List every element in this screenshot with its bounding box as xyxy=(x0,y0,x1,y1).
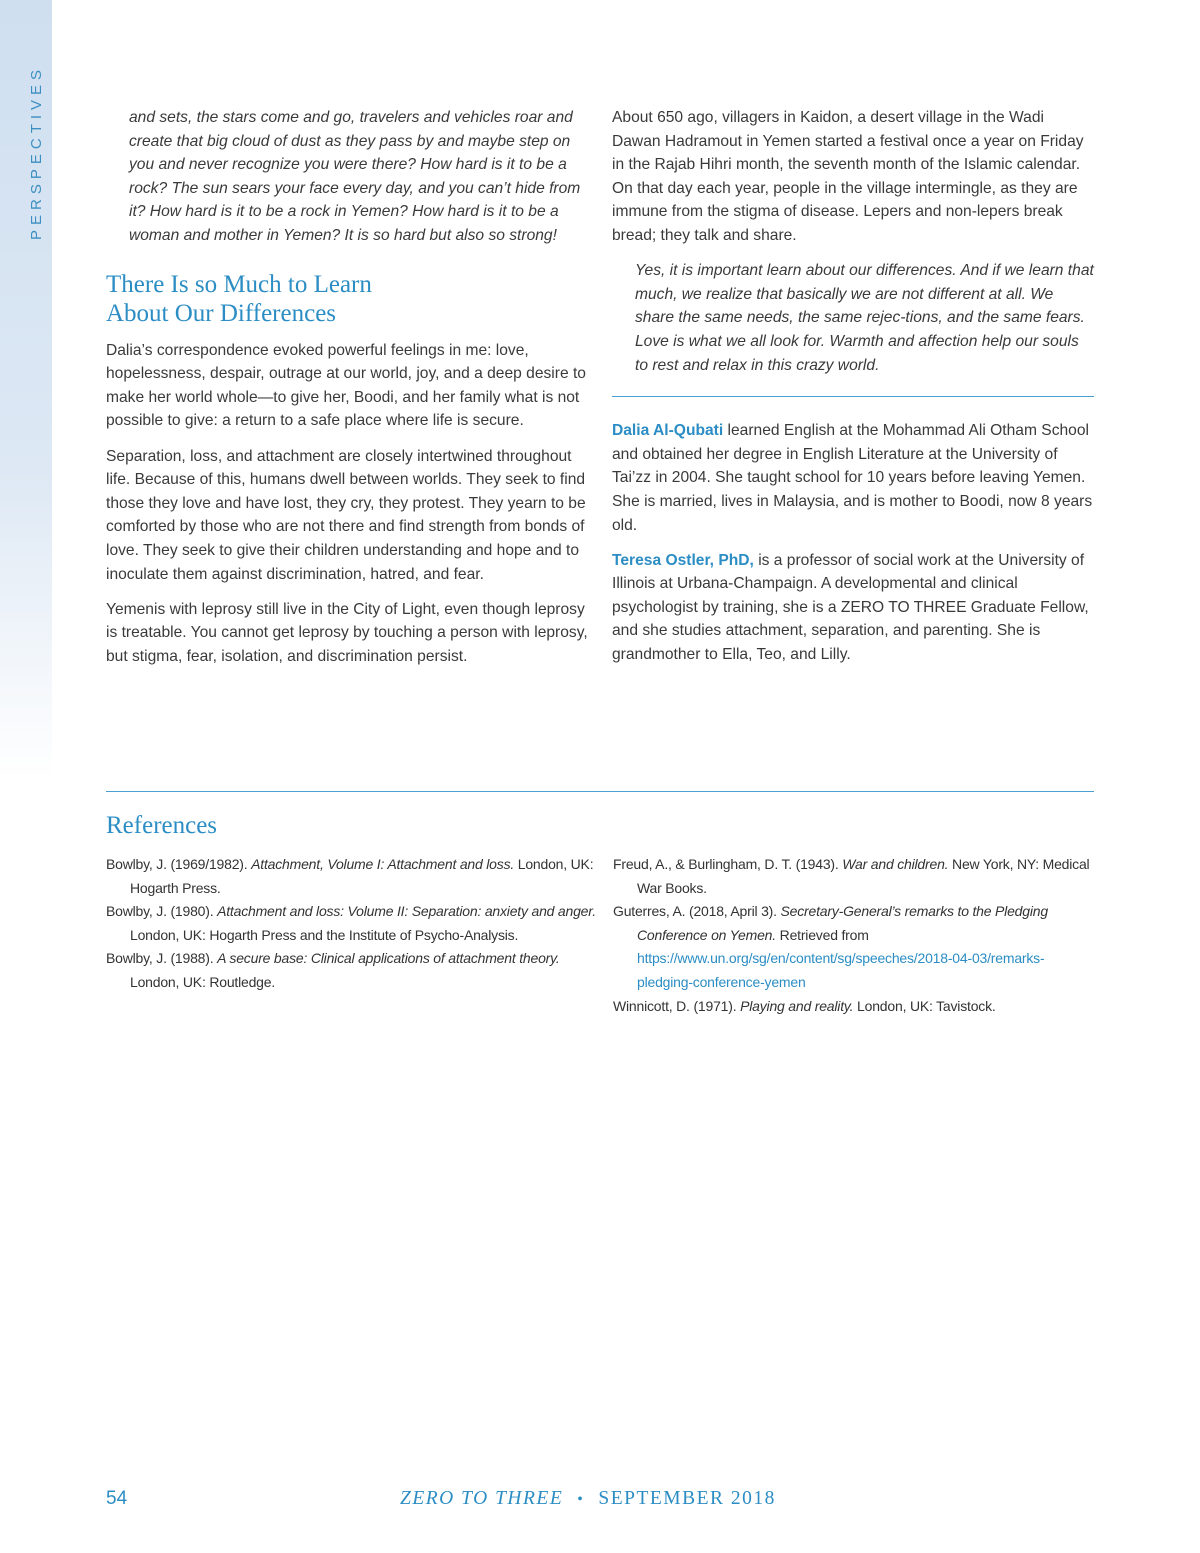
separator: • xyxy=(577,1491,585,1508)
page-footer xyxy=(0,1488,1200,1518)
page-number: 54 xyxy=(106,1488,128,1509)
right-quote: Yes, it is important learn about our differences. And if we learn that much, we realize that basically we are not different at all. We share the same needs, the same rejec-tions, and the same fears. Love is what we all look for. Warmth and affection help our souls to rest and relax in this crazy world. xyxy=(635,262,1094,374)
references-right xyxy=(613,853,1095,1018)
paragraph: Dalia’s correspondence evoked powerful feelings in me: love, hopelessness, despair, outrage at our world, joy, and a deep desire to make her world whole—to give her, Boodi, and her family what is not possible to give: a return to a safe place where life is secure. xyxy=(106,341,586,430)
author-name: Dalia Al-Qubati xyxy=(612,422,724,440)
issue-date: SEPTEMBER 2018 xyxy=(598,1488,776,1509)
references-left xyxy=(106,853,596,995)
section-label: PERSPECTIVES xyxy=(28,64,45,240)
paragraph: About 650 ago, villagers in Kaidon, a desert village in the Wadi Dawan Hadramout in Yemen started a festival once a year on Friday in the Rajab Hihri month, the seventh month of the Islamic calendar. On that day each year, people in the village intermingle, as they are immune from the stigma of disease. Lepers and non-lepers break bread; they talk and share. xyxy=(612,109,1084,244)
reference-item: Bowlby, J. (1980). Attachment and loss: Volume II: Separation: anxiety and anger. London, UK: Hogarth Press and the Institute of Psycho-Analysis. xyxy=(106,903,596,943)
author-bio xyxy=(612,419,1094,537)
author-bio-text: learned English at the Mohammad Ali Otham School and obtained her degree in English Literature at the University of Tai’zz in 2004. She taught school for 10 years before leaving Yemen. She is married, lives in Malaysia, and is mother to Boodi, now 8 years old. xyxy=(612,422,1093,534)
left-quote: and sets, the stars come and go, travelers and vehicles roar and create that big cloud of dust as they pass by and maybe step on you and never recognize you were there? How hard is it to be a rock? The sun sears your face every day, and you can’t hide from it? How hard is it to be a rock in Yemen? How hard is it to be a woman and mother in Yemen? It is so hard but also so strong! xyxy=(129,109,581,244)
author-bio-text: is a professor of social work at the University of Illinois at Urbana-Champaign. A developmental and clinical psychologist by training, she is a ZERO TO THREE Graduate Fellow, and she studies attachment, separation, and parenting. She is grandmother to Ella, Teo, and Lilly. xyxy=(612,551,1089,664)
reference-link[interactable]: https://www.un.org/sg/en/content/sg/speeches/2018-04-03/remarks- pledging-conference-yemen xyxy=(637,950,1045,990)
section-heading xyxy=(106,270,592,328)
reference-item: Bowlby, J. (1969/1982). Attachment, Volume I: Attachment and loss. London, UK: Hogarth Press. xyxy=(106,856,594,896)
author-name: Teresa Ostler, PhD, xyxy=(612,551,754,569)
references-divider xyxy=(106,791,1094,792)
heading-line-2: About Our Differences xyxy=(106,299,337,327)
left-column xyxy=(106,106,592,680)
heading-line-1: There Is so Much to Learn xyxy=(106,270,372,298)
paragraph: Yemenis with leprosy still live in the City of Light, even though leprosy is treatable. You cannot get leprosy by touching a person with leprosy, but stigma, fear, isolation, and discrimination persist. xyxy=(106,600,588,665)
author-bio xyxy=(612,549,1094,667)
right-column xyxy=(612,106,1094,678)
divider xyxy=(612,396,1094,397)
references-title: References xyxy=(106,812,218,839)
reference-item: Winnicott, D. (1971). Playing and reality. London, UK: Tavistock. xyxy=(613,997,996,1014)
journal-title: ZERO TO THREE xyxy=(400,1488,564,1509)
reference-item: Freud, A., & Burlingham, D. T. (1943). War and children. New York, NY: Medical War Books. xyxy=(613,856,1090,896)
journal-info xyxy=(400,1488,776,1510)
paragraph: Separation, loss, and attachment are closely intertwined throughout life. Because of this, humans dwell between worlds. They seek to find those they love and have lost, they cry, they protest. They yearn to be comforted by those who are not there and find strength from bonds of love. They seek to give their children understanding and hope and to inoculate them against discrimination, hatred, and fear. xyxy=(106,447,586,583)
reference-item: Bowlby, J. (1988). A secure base: Clinical applications of attachment theory. London, UK: Routledge. xyxy=(106,950,560,990)
reference-item: Guterres, A. (2018, April 3). Secretary-General’s remarks to the Pledging Conference on Yemen. Retrieved from https://www.un.org/sg/en/content/sg/speeches/2018-04-03/remarks- pledging-conference-yemen xyxy=(613,903,1048,990)
